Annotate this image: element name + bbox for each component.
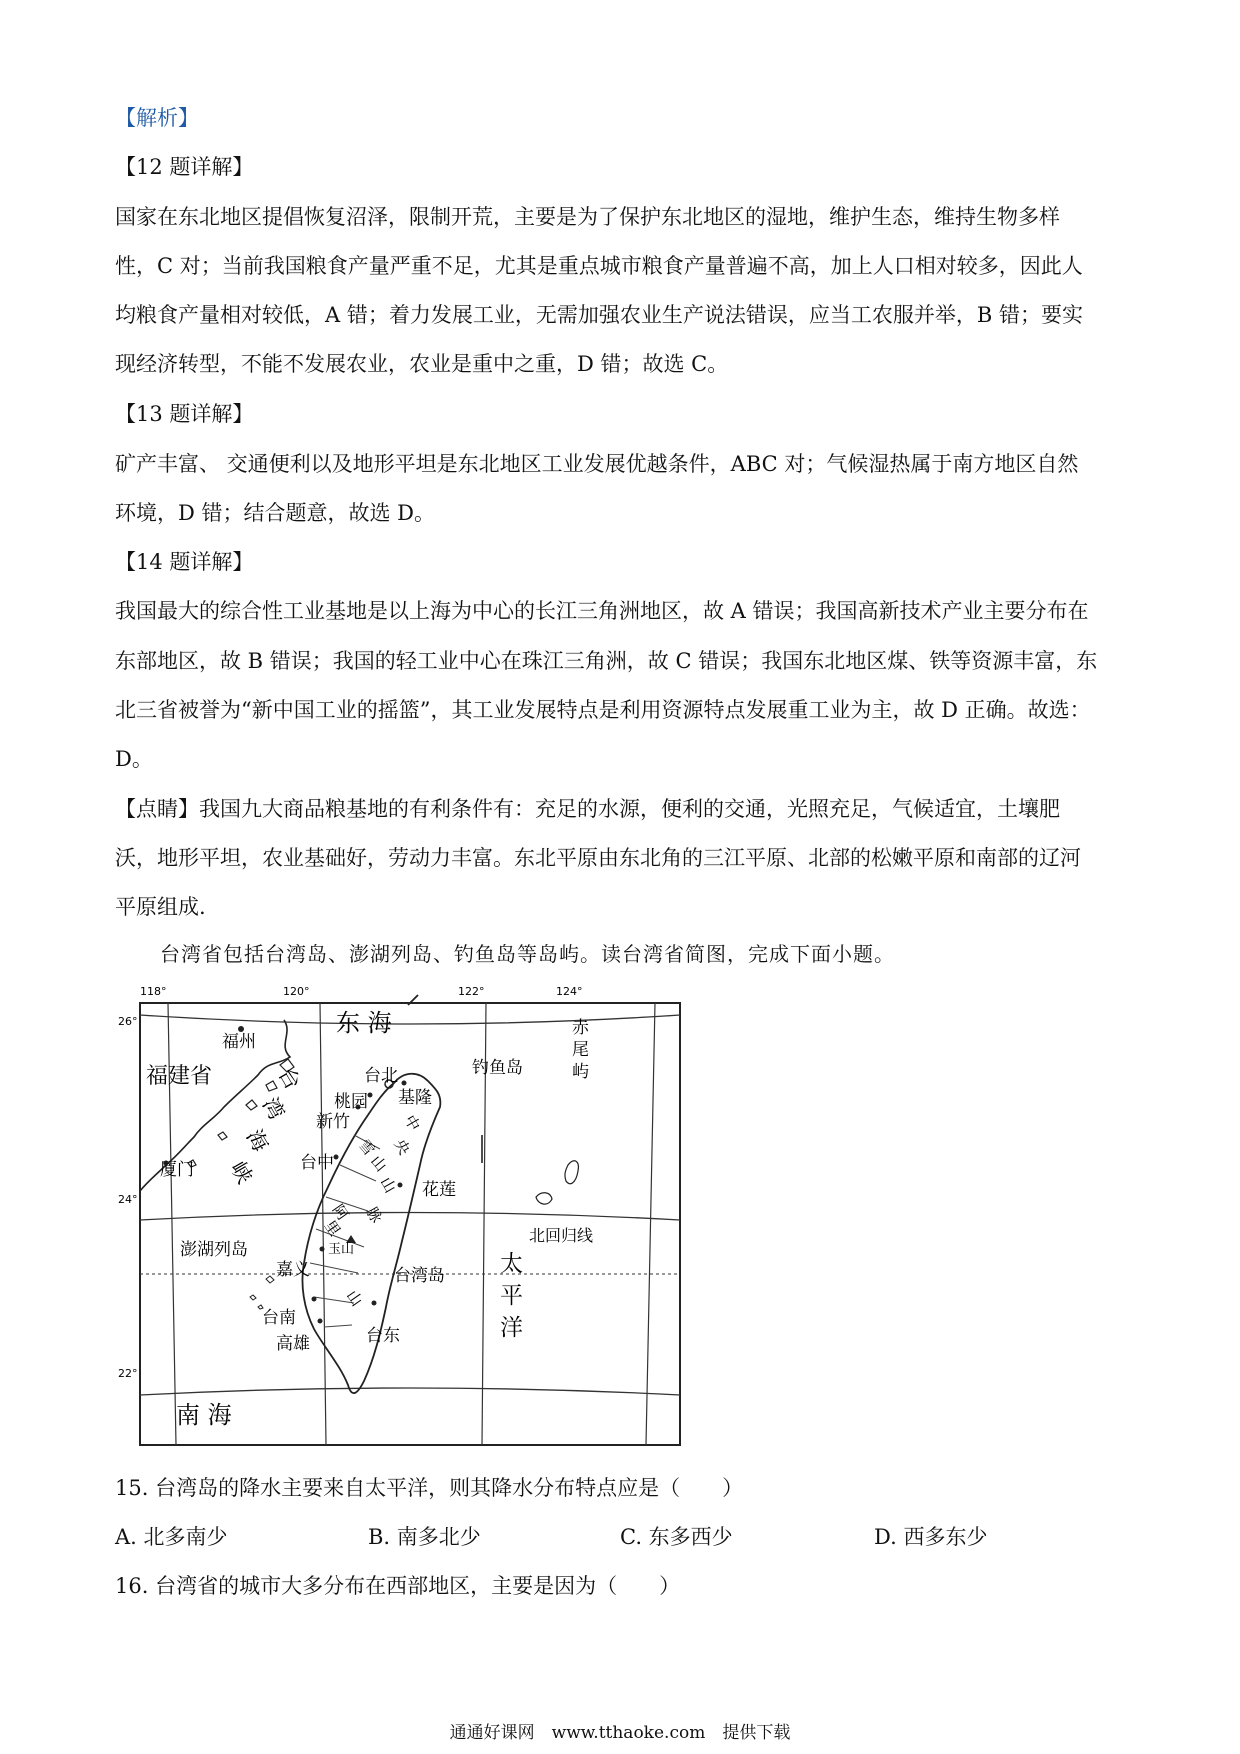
q14-line-4: D。 [115,747,153,771]
label-taidong: 台东 [366,1326,400,1346]
lat-24: 24° [118,1193,138,1206]
diaoyu-islands [536,1161,578,1204]
label-range2-4: 脉 [362,1204,386,1227]
q12-header: 【12 题详解】 [115,155,254,179]
label-pacific-1: 太 [500,1251,523,1277]
label-yushan: 玉山 [328,1242,355,1257]
lat-26: 26° [118,1015,138,1028]
dot-taizhong [334,1155,339,1160]
label-pacific-3: 洋 [500,1315,523,1341]
parallel-24 [140,1213,680,1221]
q14-line-1: 我国最大的综合性工业基地是以上海为中心的长江三角洲地区，故 A 错误；我国高新技术产业主要分布在 [115,599,1089,623]
q12-line-3: 均粮食产量相对较低，A 错；着力发展工业，无需加强农业生产说法错误，应当工农服并举，B 错；要实 [115,303,1083,327]
dianjing-line-3: 平原组成. [115,895,206,919]
q14-line-2: 东部地区，故 B 错误；我国的轻工业中心在珠江三角洲，故 C 错误；我国东北地区煤、铁等资源丰富，东 [115,649,1098,673]
taiwan-map [118,985,690,1450]
lon-122: 122° [458,985,485,998]
label-range1-2: 山 [366,1152,391,1176]
label-range3-1: 阿 [328,1200,353,1224]
label-xinzhu: 新竹 [316,1112,350,1132]
q14-line-3: 北三省被誉为“新中国工业的摇篮”，其工业发展特点是利用资源特点发展重工业为主，故 D 正确。故选： [115,698,1091,722]
q15-option-d: D. 西多东少 [874,1525,988,1549]
q14-header: 【14 题详解】 [115,550,254,574]
lat-22: 22° [118,1367,138,1380]
dot-jilong [402,1081,407,1086]
dot-gaoxiong [318,1319,323,1324]
label-fujian: 福建省 [146,1064,213,1089]
dianjing-line-2: 沃，地形平坦，农业基础好，劳动力丰富。东北平原由东北角的三江平原、北部的松嫩平原和南部的辽河 [115,846,1081,870]
label-hualian: 花莲 [422,1180,456,1200]
parallel-26 [140,1015,680,1024]
label-chiwei-3: 屿 [572,1062,589,1082]
dot-taoyuan [368,1093,373,1098]
label-donghai: 东 海 [336,1009,392,1037]
parallel-22 [140,1388,680,1395]
q12-line-4: 现经济转型，不能不发展农业，农业是重中之重，D 错；故选 C。 [115,352,729,376]
label-taibei: 台北 [364,1066,398,1086]
dot-jiayi [320,1247,325,1252]
label-fuzhou: 福州 [222,1032,256,1052]
label-range2-2: 央 [390,1136,414,1159]
label-chiwei-1: 赤 [572,1018,589,1038]
label-nanhai: 南 海 [176,1401,232,1429]
label-diaoyu: 钓鱼岛 [472,1058,523,1078]
dot-taidong [372,1301,377,1306]
label-range2-1: 中 [400,1112,424,1135]
label-tropic: 北回归线 [529,1226,594,1245]
q13-header: 【13 题详解】 [115,402,254,426]
q15-option-a: A. 北多南少 [115,1525,228,1549]
page-footer: 通通好课网 www.tthaoke.com 提供下载 [449,1723,791,1743]
label-xiamen: 厦门 [160,1160,194,1180]
label-taoyuan: 桃园 [334,1092,368,1112]
label-range3-2: 里 [320,1216,345,1240]
q15-option-b: B. 南多北少 [368,1525,481,1549]
dot-tainan [312,1297,317,1302]
lon-124: 124° [556,985,583,998]
label-jiayi: 嘉义 [276,1260,310,1280]
label-strait-4: 峡 [225,1157,257,1188]
label-tainan: 台南 [262,1308,296,1328]
label-pacific-2: 平 [500,1283,523,1309]
q12-line-2: 性，C 对；当前我国粮食产量严重不足，尤其是重点城市粮食产量普遍不高，加上人口相对较多，因此人 [115,254,1083,278]
q13-line-1: 矿产丰富、 交通便利以及地形平坦是东北地区工业发展优越条件，ABC 对；气候湿热属于南方地区自然 [115,452,1079,476]
label-range3-3: 山 [342,1286,367,1310]
label-strait-1: 台 [273,1063,305,1094]
q12-line-1: 国家在东北地区提倡恢复沼泽，限制开荒，主要是为了保护东北地区的湿地，维护生态，维持生物多样 [115,205,1060,229]
lon-120: 120° [283,985,310,998]
q16-stem: 16. 台湾省的城市大多分布在西部地区，主要是因为（ ） [115,1574,681,1598]
label-taizhong: 台中 [300,1153,334,1173]
q13-line-2: 环境，D 错；结合题意，故选 D。 [115,501,436,525]
q15-option-c: C. 东多西少 [620,1525,733,1549]
map-intro: 台湾省包括台湾岛、澎湖列岛、钓鱼岛等岛屿。读台湾省简图，完成下面小题。 [160,942,895,966]
label-gaoxiong: 高雄 [276,1334,310,1354]
label-strait-3: 海 [241,1125,273,1156]
label-chiwei-2: 尾 [572,1040,589,1060]
lon-118: 118° [140,985,167,998]
label-penghu: 澎湖列岛 [180,1240,248,1260]
label-range1-1: 雪 [354,1136,379,1160]
q15-stem: 15. 台湾岛的降水主要来自太平洋，则其降水分布特点应是（ ） [115,1476,744,1500]
label-jilong: 基隆 [398,1088,432,1108]
penghu-islands [250,1276,274,1309]
map-frame [140,1003,680,1445]
meridian-124 [646,1003,655,1445]
label-range2-3: 山 [376,1174,400,1197]
analysis-label: 【解析】 [115,106,199,130]
dianjing-line-1: 【点睛】我国九大商品粮基地的有利条件有：充足的水源，便利的交通，光照充足，气候适宜，土壤肥 [115,797,1060,821]
label-taiwan-island: 台湾岛 [394,1266,445,1286]
label-strait-2: 湾 [257,1093,289,1124]
